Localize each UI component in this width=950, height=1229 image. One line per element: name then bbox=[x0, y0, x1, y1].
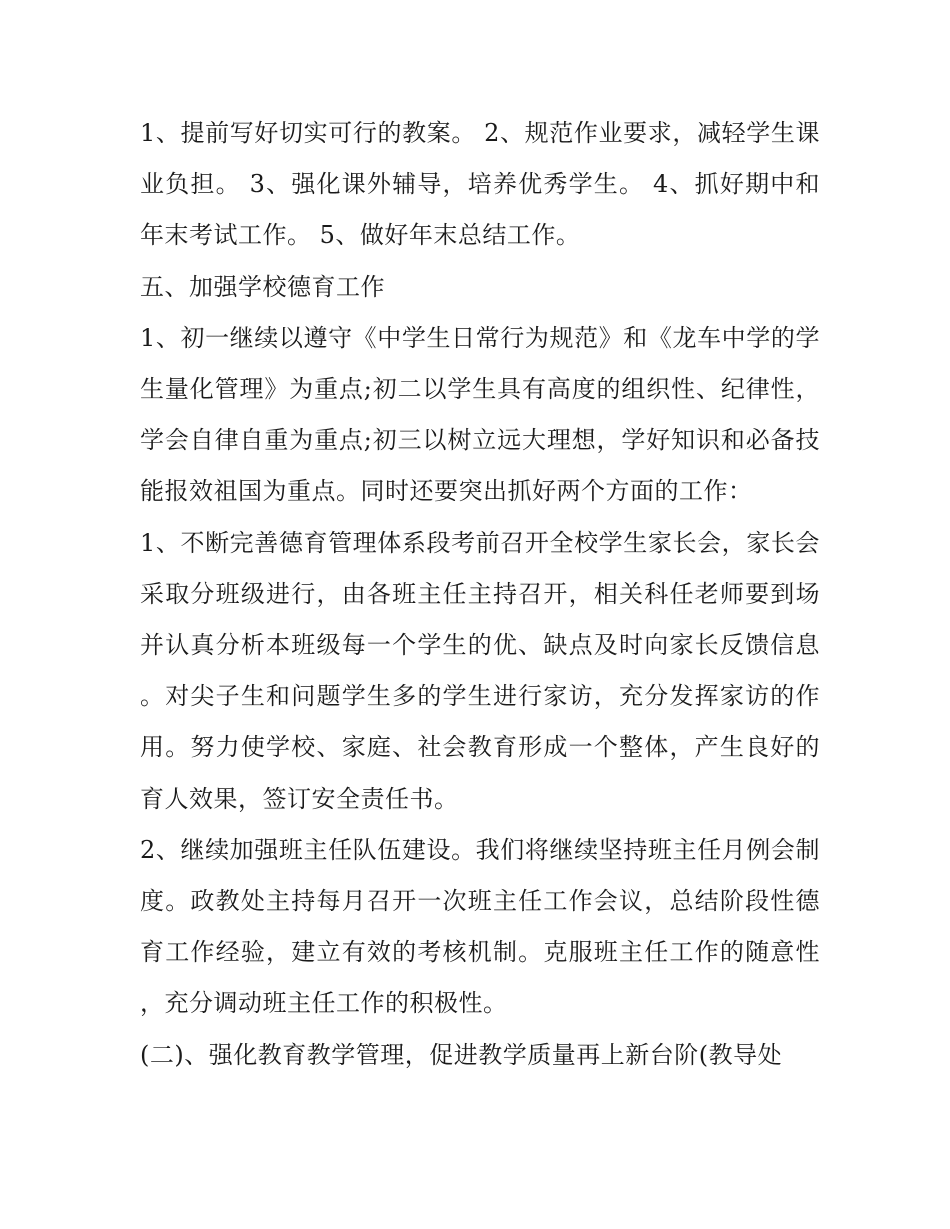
section-heading-moral-education: 五、加强学校德育工作 bbox=[140, 272, 385, 301]
document-body bbox=[140, 108, 820, 1081]
paragraph-grade-focus: 1、初一继续以遵守《中学生日常行为规范》和《龙车中学的学生量化管理》为重点;初二以学生具有高度的组织性、纪律性，学会自律自重为重点;初三以树立远大理想，学好知识和必备技能报效祖国为重点。同时还要突出抓好两个方面的工作： bbox=[140, 323, 820, 506]
section-heading-teaching-management: (二)、强化教育教学管理，促进教学质量再上新台阶(教导处 bbox=[140, 1040, 783, 1069]
paragraph-teaching-tasks: 1、提前写好切实可行的教案。 2、规范作业要求，减轻学生课业负担。 3、强化课外辅导，培养优秀学生。 4、抓好期中和年末考试工作。 5、做好年末总结工作。 bbox=[140, 119, 820, 250]
paragraph-head-teacher-team: 2、继续加强班主任队伍建设。我们将继续坚持班主任月例会制度。政教处主持每月召开一次班主任工作会议，总结阶段性德育工作经验，建立有效的考核机制。克服班主任工作的随意性，充分调动班主任工作的积极性。 bbox=[140, 835, 820, 1018]
paragraph-parent-meeting: 1、不断完善德育管理体系段考前召开全校学生家长会，家长会采取分班级进行，由各班主任主持召开，相关科任老师要到场并认真分析本班级每一个学生的优、缺点及时向家长反馈信息。对尖子生和问题学生多的学生进行家访，充分发挥家访的作用。努力使学校、家庭、社会教育形成一个整体，产生良好的育人效果，签订安全责任书。 bbox=[140, 528, 820, 813]
